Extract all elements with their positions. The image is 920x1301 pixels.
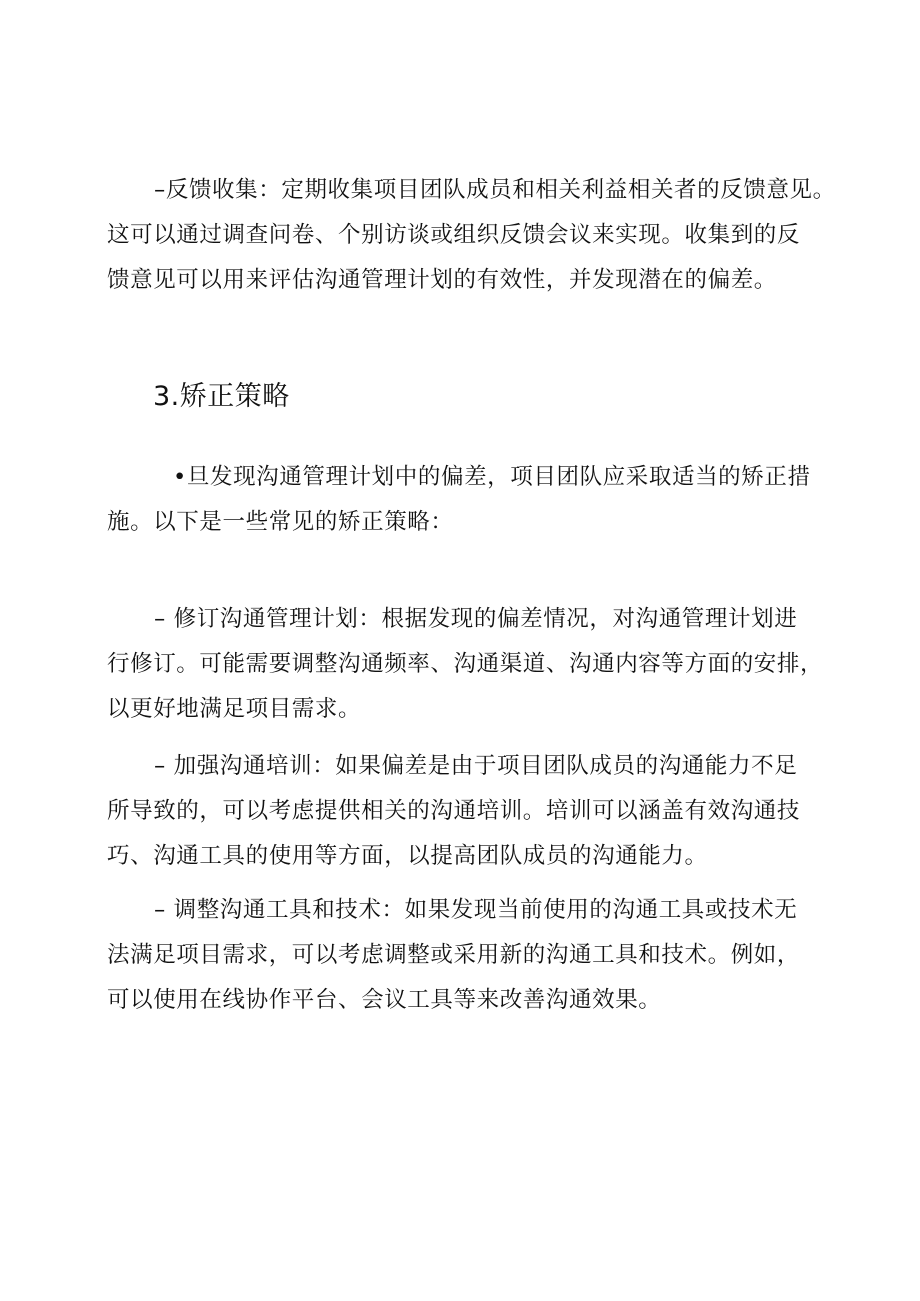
feedback-paragraph <box>107 168 836 303</box>
paragraph-line: 行修订。可能需要调整沟通频率、沟通渠道、沟通内容等方面的安排， <box>107 651 824 677</box>
paragraph-line: – 加强沟通培训：如果偏差是由于项目团队成员的沟通能力不足 <box>154 753 798 779</box>
paragraph-line: – 调整沟通工具和技术：如果发现当前使用的沟通工具或技术无 <box>154 897 798 923</box>
paragraph-line: – 修订沟通管理计划：根据发现的偏差情况，对沟通管理计划进 <box>154 606 798 632</box>
tools-paragraph <box>107 888 817 1023</box>
paragraph-line: 这可以通过调查问卷、个别访谈或组织反馈会议来实现。收集到的反 <box>107 222 801 248</box>
paragraph-line: •旦发现沟通管理计划中的偏差，项目团队应采取适当的矫正措 <box>173 464 811 490</box>
revise-plan-paragraph <box>107 597 824 732</box>
intro-paragraph <box>107 455 817 545</box>
paragraph-line: 以更好地满足项目需求。 <box>107 696 362 722</box>
paragraph-line: 法满足项目需求，可以考虑调整或采用新的沟通工具和技术。例如， <box>107 942 801 968</box>
paragraph-line: 所导致的，可以考虑提供相关的沟通培训。培训可以涵盖有效沟通技 <box>107 798 801 824</box>
paragraph-line: 施。以下是一些常见的矫正策略： <box>107 509 454 535</box>
section-heading: 3.矫正策略 <box>153 381 290 412</box>
paragraph-line: –反馈收集：定期收集项目团队成员和相关利益相关者的反馈意见。 <box>154 177 836 203</box>
paragraph-line: 巧、沟通工具的使用等方面，以提高团队成员的沟通能力。 <box>107 843 708 869</box>
paragraph-line: 馈意见可以用来评估沟通管理计划的有效性，并发现潜在的偏差。 <box>107 267 777 293</box>
training-paragraph <box>107 744 817 879</box>
paragraph-line: 可以使用在线协作平台、会议工具等来改善沟通效果。 <box>107 987 662 1013</box>
